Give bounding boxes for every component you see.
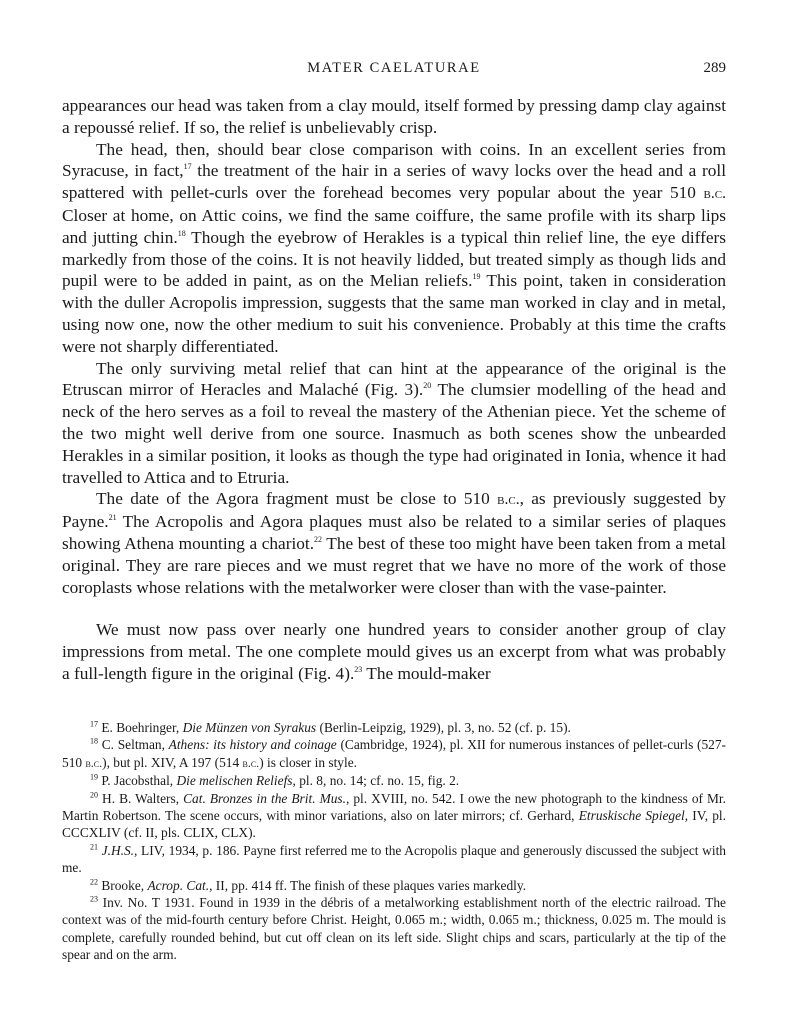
cited-title: Cat. Bronzes in the Brit. Mus. — [183, 790, 346, 806]
footnote-17 — [62, 719, 726, 736]
text-span: the treatment of the hair in a series of wavy locks over the head and a roll spattered with pellet-curls over the forehead becomes very popular about the year 510 — [62, 161, 726, 203]
paragraph-3 — [62, 358, 726, 489]
footnote-ref-21[interactable]: 21 — [108, 513, 117, 523]
text-span: Brooke, — [98, 877, 148, 893]
text-span: , II, pp. 414 ff. The finish of these plaques varies markedly. — [209, 877, 527, 893]
text-span: The date of the Agora fragment must be close to 510 — [96, 489, 498, 509]
text-span: The head, then, should bear close comparison with coins. In an excellent series from Syracuse, in fact, — [62, 139, 726, 181]
era-abbrev: b.c. — [85, 755, 103, 770]
text-span: The Acropolis and Agora plaques must also be related to a similar series of plaques showing Athena mounting a chariot. — [62, 512, 726, 553]
text-span: Though the eyebrow of Herakles is a typical thin relief line, the eye differs markedly from those of the coins. It is not heavily lidded, but treated simply as though lids and pupil were to be added in paint, as on the Melian reliefs. — [62, 227, 727, 291]
footnote-number: 17 — [90, 719, 98, 729]
footnote-20 — [62, 790, 726, 842]
text-span: The best of these too might have been taken from a metal original. They are rare pieces and we must regret that we have no more of the work of those coroplasts whose relations with the metalworker were closer than with the vase-painter. — [62, 533, 726, 597]
footnote-ref-22[interactable]: 22 — [314, 535, 323, 545]
cited-title: Die Münzen von Syrakus — [182, 720, 317, 735]
text-span: ), but pl. XIV, A 197 (514 — [102, 754, 243, 770]
text-span: , as previously suggested by Payne. — [62, 489, 726, 532]
text-span: Inv. No. T 1931. Found in 1939 in the débris of a metalworking establishment north of the electric railroad. The context was of the mid-fourth century before Christ. Height, 0.065 m.; width, 0.065 m.; thickness, 0.025 m. The mould is complete, carefully rounded behind, but cut off clean on its left side. Slight chips and scars, particularly at the tip of the spear and on the arm. — [62, 895, 726, 963]
footnote-number: 19 — [90, 772, 98, 782]
footnotes — [62, 719, 726, 964]
text-span: (Cambridge, 1924), pl. XII for numerous instances of pellet-curls (527-510 — [62, 737, 726, 770]
footnote-21 — [62, 842, 726, 877]
footnote-ref-19[interactable]: 19 — [472, 272, 481, 282]
cited-title: Die melischen Reliefs — [176, 773, 293, 789]
era-abbrev: b.c. — [703, 185, 726, 203]
page-number: 289 — [703, 60, 726, 76]
footnote-ref-17[interactable]: 17 — [183, 162, 192, 172]
text-span: (Berlin-Leipzig, 1929), pl. 3, no. 52 (cf. p. 15). — [316, 720, 571, 735]
footnote-18 — [62, 736, 726, 772]
text-span: , LIV, 1934, p. 186. Payne first referred me to the Acropolis plaque and generously discussed the subject with me. — [62, 842, 726, 876]
text-span: , pl. XVIII, no. 542. I owe the new photograph to the kindness of Mr. Martin Robertson. The scene occurs, with minor variations, also on later mirrors; cf. Gerhard, — [62, 790, 726, 824]
body-text — [62, 95, 726, 685]
footnote-ref-23[interactable]: 23 — [354, 665, 363, 675]
text-span: C. Seltman, — [98, 737, 169, 753]
footnote-23 — [62, 894, 726, 964]
text-span: , pl. 8, no. 14; cf. no. 15, fig. 2. — [292, 773, 460, 789]
text-span: H. B. Walters, — [98, 790, 184, 806]
cited-title: Acrop. Cat. — [147, 877, 210, 893]
footnote-number: 20 — [90, 790, 98, 800]
paragraph-4 — [62, 488, 726, 598]
paragraph-2 — [62, 139, 726, 358]
text-span: The only surviving metal relief that can hint at the appearance of the original is the Etruscan mirror of Heracles and Malaché (Fig. 3). — [62, 358, 726, 400]
text-span: P. Jacobsthal, — [98, 773, 177, 789]
text-span: ) is closer in style. — [259, 754, 358, 770]
text-span: , IV, pl. CCCXLIV (cf. II, pls. CLIX, CLX). — [62, 808, 726, 841]
paragraph-1: appearances our head was taken from a clay mould, itself formed by pressing damp clay against a repoussé relief. If so, the relief is unbelievably crisp. — [62, 96, 726, 137]
text-span: E. Boehringer, — [98, 720, 183, 735]
footnote-number: 21 — [90, 842, 98, 852]
footnote-ref-18[interactable]: 18 — [177, 229, 186, 239]
cited-title: Etruskische Spiegel — [578, 808, 685, 824]
footnote-number: 22 — [90, 877, 98, 887]
text-span: Closer at home, on Attic coins, we find the same coiffure, the same profile with its sharp lips and jutting chin. — [62, 205, 726, 247]
cited-title: Athens: its history and coinage — [168, 737, 337, 753]
footnote-number: 18 — [90, 736, 98, 746]
footnote-22 — [62, 877, 726, 894]
text-span: This point, taken in consideration with the duller Acropolis impression, suggests that the same man worked in clay and in metal, using now one, now the other medium to suit his convenience. Probably at this time the crafts were not sharply differentiated. — [62, 271, 726, 356]
era-abbrev: b.c. — [497, 491, 520, 509]
cited-title: J.H.S. — [101, 842, 135, 858]
text-span: We must now pass over nearly one hundred years to consider another group of clay impressions from metal. The one complete mould gives us an excerpt from what was probably a full-length figure in the original (Fig. 4). — [62, 620, 726, 683]
era-abbrev: b.c. — [242, 755, 260, 770]
footnote-number: 23 — [90, 894, 98, 904]
text-span: The mould-maker — [362, 663, 491, 683]
footnote-19 — [62, 772, 726, 789]
running-title: MATER CAELATURAE — [307, 60, 481, 76]
text-span: The clumsier modelling of the head and neck of the hero serves as a foil to reveal the mastery of the Athenian piece. Yet the scheme of the two might well derive from one source. Inasmuch as both scenes show the unbearded Herakles in a similar position, it looks as though the type had originated in Ionia, whence it had travelled to Attica and to Etruria. — [62, 380, 726, 487]
footnote-ref-20[interactable]: 20 — [423, 381, 432, 391]
running-header — [62, 60, 726, 82]
paragraph-5 — [62, 619, 726, 684]
